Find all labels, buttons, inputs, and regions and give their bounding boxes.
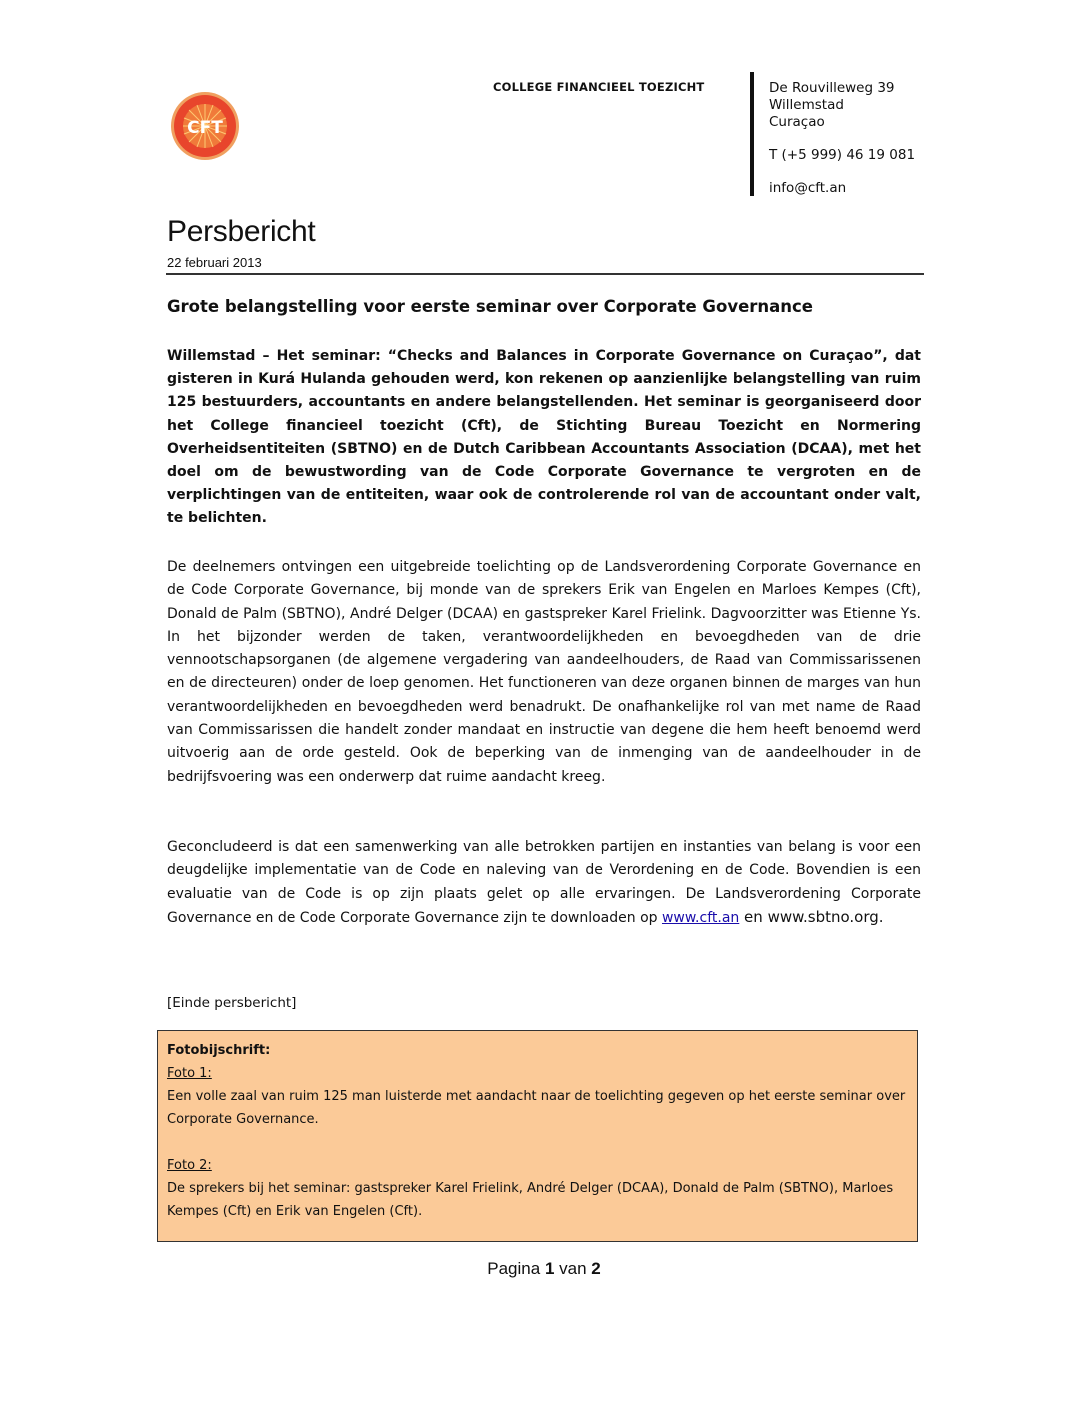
page-middle: van: [554, 1259, 592, 1278]
page-number: [0, 1259, 1088, 1279]
header-divider: [750, 72, 754, 196]
sbtno-url: www.sbtno.org: [767, 907, 879, 926]
title-divider: [166, 273, 924, 275]
page-current: 1: [544, 1259, 555, 1278]
photo-caption-box: [157, 1030, 918, 1242]
address-city: Willemstad: [769, 97, 844, 113]
body-paragraph-3: [167, 836, 921, 930]
body-paragraph-2: De deelnemers ontvingen een uitgebreide toelichting op de Landsverordening Corporate Governance en de Code Corporate Governance, bij monde van de sprekers Erik van Engelen en Marloes Kempes (Cft), Donald de Palm (SBTNO), André Delger (DCAA) en gastspreker Karel Frielink. Dagvoorzitter was Etienne Ys. In het bijzonder werden de taken, verantwoordelijkheden en bevoegdheden van de drie vennootschapsorganen (de algemene vergadering van aandeelhouders, de Raad van Commissarissenen en de directeuren) onder de loep genomen. Het functioneren van deze organen binnen de marges van hun verantwoordelijkheden en bevoegdheden werd benadrukt. De onafhankelijke rol van met name de Raad van Commissarissen die handelt zonder mandaat en instructie van degene die hem heeft benoemd werd uitvoerig aan de orde gesteld. Ook de beperking van de inmenging van de aandeelhouder in de bedrijfsvoering was een onderwerp dat ruime aandacht kreeg.: [167, 559, 921, 785]
caption-label: Fotobijschrift:: [167, 1043, 271, 1058]
headline: Grote belangstelling voor eerste seminar over Corporate Governance: [167, 297, 813, 316]
foto2-label: Foto 2:: [167, 1158, 212, 1173]
link-end: .: [878, 907, 884, 926]
press-date: 22 februari 2013: [167, 255, 262, 270]
foto2-text: De sprekers bij het seminar: gastspreker Karel Frielink, André Delger (DCAA), Donald de Palm (SBTNO), Marloes Kempes (Cft) en Erik van Engelen (Cft).: [167, 1181, 894, 1219]
address-phone: T (+5 999) 46 19 081: [769, 147, 916, 163]
address-block: [769, 80, 915, 197]
link-joiner: en: [739, 907, 768, 926]
address-street: De Rouvilleweg 39: [769, 80, 895, 96]
cft-link[interactable]: www.cft.an: [661, 909, 740, 926]
lead-paragraph: Willemstad – Het seminar: “Checks and Balances in Corporate Governance on Curaçao”, dat gisteren in Kurá Hulanda gehouden werd, kon rekenen op aanzienlijke belangstelling van ruim 125 bestuurders, accountants en andere belangstellenden. Het seminar is georganiseerd door het College financieel toezicht (Cft), de Stichting Bureau Toezicht en Normering Overheidsentiteiten (SBTNO) en de Dutch Caribbean Accountants Association (DCAA), met het doel om de bewustwording van de Code Corporate Governance te vergroten en de verplichtingen van de entiteiten, waar ook de controlerende rol van de accountant onder valt, te belichten.: [167, 348, 921, 527]
page-prefix: Pagina: [487, 1259, 545, 1278]
foto1-label: Foto 1:: [167, 1066, 212, 1081]
foto1-text: Een volle zaal van ruim 125 man luisterde met aandacht naar de toelichting gegeven op het eerste seminar over Corporate Governance.: [167, 1089, 906, 1127]
end-note: [Einde persbericht]: [167, 995, 297, 1011]
cft-logo: [170, 91, 240, 161]
org-name: COLLEGE FINANCIEEL TOEZICHT: [493, 80, 705, 94]
page-total: 2: [591, 1259, 601, 1278]
address-country: Curaçao: [769, 114, 825, 130]
paragraph-3-text: Geconcludeerd is dat een samenwerking van alle betrokken partijen en instanties van belang is voor een deugdelijke implementatie van de Code en naleving van de Verordening en de Code. Bovendien is een evaluatie van de Code is op zijn plaats gelet op alle ervaringen. De Landsverordening Corporate Governance en de Code Corporate Governance zijn te downloaden op: [167, 839, 921, 926]
cft-logo-icon: [170, 91, 240, 161]
address-email: info@cft.an: [769, 180, 847, 196]
svg-text:CFT: CFT: [187, 118, 223, 138]
page-title: Persbericht: [167, 215, 316, 248]
